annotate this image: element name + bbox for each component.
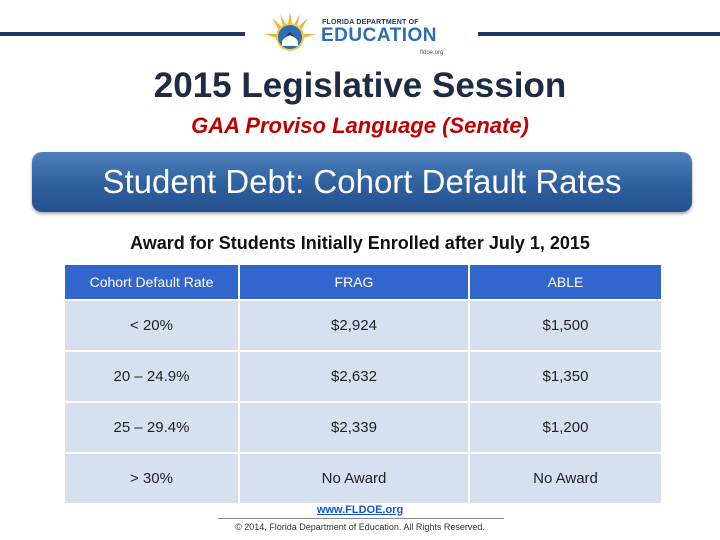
cell-frag: No Award: [239, 453, 469, 504]
header-rule-left: [0, 32, 245, 36]
table-row: [64, 351, 662, 402]
cell-able: $1,350: [469, 351, 662, 402]
footer-divider: [218, 518, 504, 519]
table-header-row: [64, 264, 662, 300]
page-subtitle: GAA Proviso Language (Senate): [191, 113, 529, 138]
award-table: [63, 263, 663, 505]
cell-rate: 25 – 29.4%: [64, 402, 239, 453]
logo-line2: EDUCATION: [321, 25, 438, 46]
table-row: [64, 453, 662, 504]
fldoe-link[interactable]: www.FLDOE.org: [316, 504, 404, 516]
table-row: [64, 300, 662, 351]
cell-frag: $2,924: [239, 300, 469, 351]
table-caption: Award for Students Initially Enrolled after July 1, 2015: [130, 233, 590, 253]
page-title: 2015 Legislative Session: [153, 66, 567, 105]
header-cohort-default-rate: Cohort Default Rate: [64, 264, 239, 300]
copyright-text: © 2014, Florida Department of Education. All Rights Reserved.: [235, 522, 485, 532]
fldoe-logo: [262, 8, 462, 62]
section-banner: Student Debt: Cohort Default Rates: [32, 152, 692, 212]
table-row: [64, 402, 662, 453]
cell-frag: $2,632: [239, 351, 469, 402]
cell-rate: 20 – 24.9%: [64, 351, 239, 402]
header-able: ABLE: [469, 264, 662, 300]
header-frag: FRAG: [239, 264, 469, 300]
cell-rate: < 20%: [64, 300, 239, 351]
logo-url: fldoe.org: [420, 50, 444, 56]
cell-rate: > 30%: [64, 453, 239, 504]
header-rule-right: [478, 32, 720, 36]
logo-line1: FLORIDA DEPARTMENT OF: [322, 19, 419, 26]
cell-able: No Award: [469, 453, 662, 504]
cell-able: $1,500: [469, 300, 662, 351]
cell-frag: $2,339: [239, 402, 469, 453]
cell-able: $1,200: [469, 402, 662, 453]
sunburst-logo-icon: [262, 8, 318, 62]
